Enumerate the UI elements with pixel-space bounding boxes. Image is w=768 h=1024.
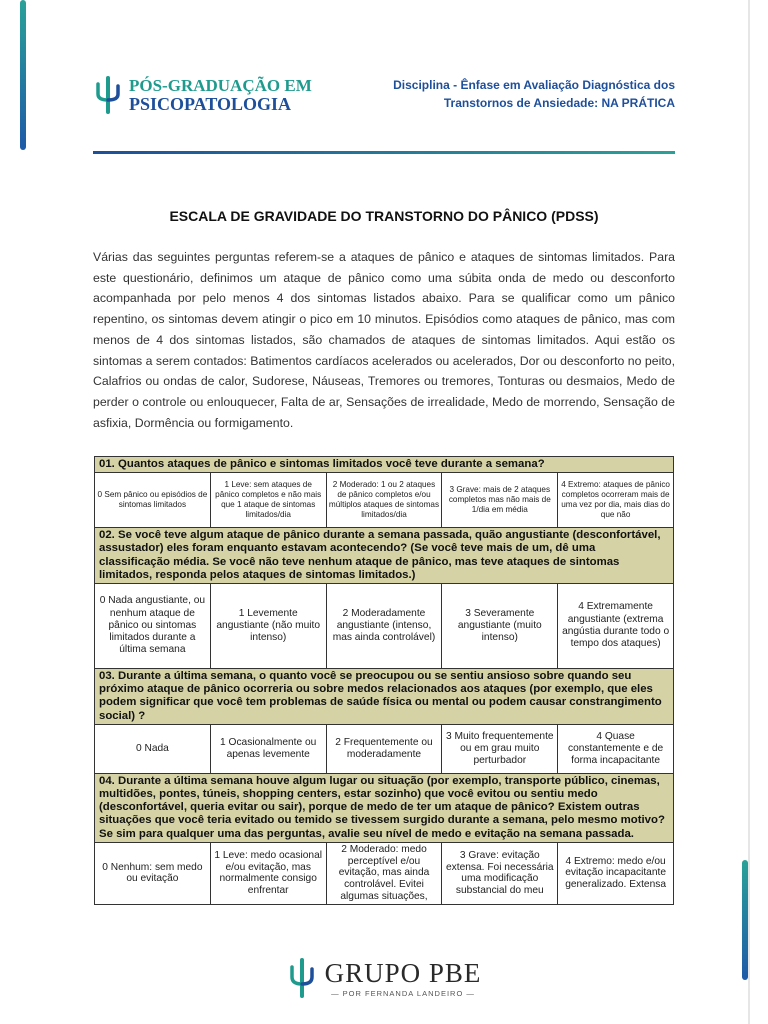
logo-line2: PSICOPATOLOGIA xyxy=(129,94,292,114)
options-row xyxy=(95,473,674,528)
question-row xyxy=(95,773,674,842)
option-cell[interactable]: 3 Grave: mais de 2 ataques completos mas não mais de 1/dia em média xyxy=(442,473,558,528)
option-cell[interactable]: 1 Leve: sem ataques de pânico completos e não mais que 1 ataque de sintomas limitados/dia xyxy=(210,473,326,528)
option-cell[interactable]: 4 Extremo: ataques de pânico completos ocorreram mais de uma vez por dia, mais dias do que não xyxy=(558,473,674,528)
option-cell[interactable]: 1 Levemente angustiante (não muito intenso) xyxy=(210,584,326,669)
page-footer xyxy=(0,958,768,1003)
page-header xyxy=(93,74,675,154)
left-accent-bar xyxy=(20,0,26,150)
question-row xyxy=(95,669,674,725)
question-text: 03. Durante a última semana, o quanto você se preocupou ou se sentiu ansioso sobre quando seu próximo ataque de pânico ocorreria ou sobre medos relacionados aos ataques (por exemplo, que eles podem significar que você tem problemas de saúde física ou mental ou podem causar constrangimento social) ? xyxy=(95,669,674,725)
options-row xyxy=(95,724,674,773)
option-cell[interactable]: 2 Moderadamente angustiante (intenso, mas ainda controlável) xyxy=(326,584,442,669)
intro-paragraph: Várias das seguintes perguntas referem-se a ataques de pânico e ataques de sintomas limitados. Para este questionário, definimos um ataque de pânico como uma súbita onda de medo ou desconforto acompanhada por pelo menos 4 dos sintomas listados abaixo. Para se qualificar como um pânico repentino, os sintomas devem atingir o pico em 10 minutos. Episódios como ataques de pânico, mas com menos de 4 dos sintomas listados, são chamados de ataques de sintomas limitados. Aqui estão os sintomas a serem contados: Batimentos cardíacos acelerados ou acelerados, Dor ou desconforto no peito, Calafrios ou ondas de calor, Sudorese, Náuseas, Tremores ou tremores, Tonturas ou desmaios, Medo de perder o controle ou enlouquecer, Falta de ar, Sensações de irrealidade, Medo de morrendo, Sensação de asfixia, Dormência ou formigamento. xyxy=(93,250,675,430)
discipline-line2: Transtornos de Ansiedade: NA PRÁTICA xyxy=(443,96,675,110)
question-text: 04. Durante a última semana houve algum lugar ou situação (por exemplo, transporte público, cinemas, multidões, pontes, túneis, shopping centers, estar sozinho) que você evitou ou sentiu medo (desconfortável, queria evitar ou sair), porque de medo de ter um ataque de pânico? Existem outras situações que você teria evitado ou temido se tivessem surgido durante a semana, pelo mesmo motivo? Se sim para qualquer uma das perguntas, avalie seu nível de medo e evitação na semana passada. xyxy=(95,773,674,842)
footer-brand: GRUPO PBE xyxy=(324,958,482,988)
option-cell[interactable]: 0 Nenhum: sem medo ou evitação xyxy=(95,842,211,904)
option-cell[interactable]: 0 Nada xyxy=(95,724,211,773)
cactus-psi-logo-icon xyxy=(93,76,123,114)
option-cell[interactable]: 4 Quase constantemente e de forma incapacitante xyxy=(558,724,674,773)
cactus-psi-logo-icon xyxy=(287,958,317,998)
option-cell[interactable]: 3 Grave: evitação extensa. Foi necessária uma modificação substancial do meu xyxy=(442,842,558,904)
question-row xyxy=(95,528,674,584)
question-text: 02. Se você teve algum ataque de pânico durante a semana passada, quão angustiante (desconfortável, assustador) eles foram enquanto estavam acontecendo? (Se você teve mais de um, dê uma classificação média. Se você não teve nenhum ataque de pânico, mas teve ataques de sintomas limitados, responda pelos ataques de sintomas limitados.) xyxy=(95,528,674,584)
option-cell[interactable]: 4 Extremo: medo e/ou evitação incapacitante generalizado. Extensa xyxy=(558,842,674,904)
question-text: 01. Quantos ataques de pânico e sintomas limitados você teve durante a semana? xyxy=(95,457,674,473)
option-cell[interactable]: 4 Extremamente angustiante (extrema angústia durante todo o tempo dos ataques) xyxy=(558,584,674,669)
discipline-line1: Disciplina - Ênfase em Avaliação Diagnóstica dos xyxy=(393,78,675,92)
option-cell[interactable]: 1 Leve: medo ocasional e/ou evitação, mas normalmente consigo enfrentar xyxy=(210,842,326,904)
option-cell[interactable]: 2 Moderado: 1 ou 2 ataques de pânico completos e/ou múltiplos ataques de sintomas limitados/dia xyxy=(326,473,442,528)
option-cell[interactable]: 0 Sem pânico ou episódios de sintomas limitados xyxy=(95,473,211,528)
option-cell[interactable]: 0 Nada angustiante, ou nenhum ataque de pânico ou sintomas limitados durante a última semana xyxy=(95,584,211,669)
option-cell[interactable]: 1 Ocasionalmente ou apenas levemente xyxy=(210,724,326,773)
option-cell[interactable]: 2 Moderado: medo perceptível e/ou evitação, mas ainda controlável. Evitei algumas situações, xyxy=(326,842,442,904)
option-cell[interactable]: 2 Frequentemente ou moderadamente xyxy=(326,724,442,773)
pdss-table xyxy=(94,456,674,905)
header-divider xyxy=(93,151,675,154)
options-row xyxy=(95,842,674,904)
logo-text xyxy=(129,76,312,114)
logo-line1: PÓS-GRADUAÇÃO EM xyxy=(129,76,312,95)
option-cell[interactable]: 3 Muito frequentemente ou em grau muito perturbador xyxy=(442,724,558,773)
logo xyxy=(93,76,312,114)
right-edge-line xyxy=(748,0,750,1024)
options-row xyxy=(95,584,674,669)
discipline-label xyxy=(393,76,675,112)
footer-subtitle: — POR FERNANDA LANDEIRO — xyxy=(331,989,475,998)
page-title: ESCALA DE GRAVIDADE DO TRANSTORNO DO PÂNICO (PDSS) xyxy=(169,208,599,224)
option-cell[interactable]: 3 Severamente angustiante (muito intenso) xyxy=(442,584,558,669)
question-row xyxy=(95,457,674,473)
